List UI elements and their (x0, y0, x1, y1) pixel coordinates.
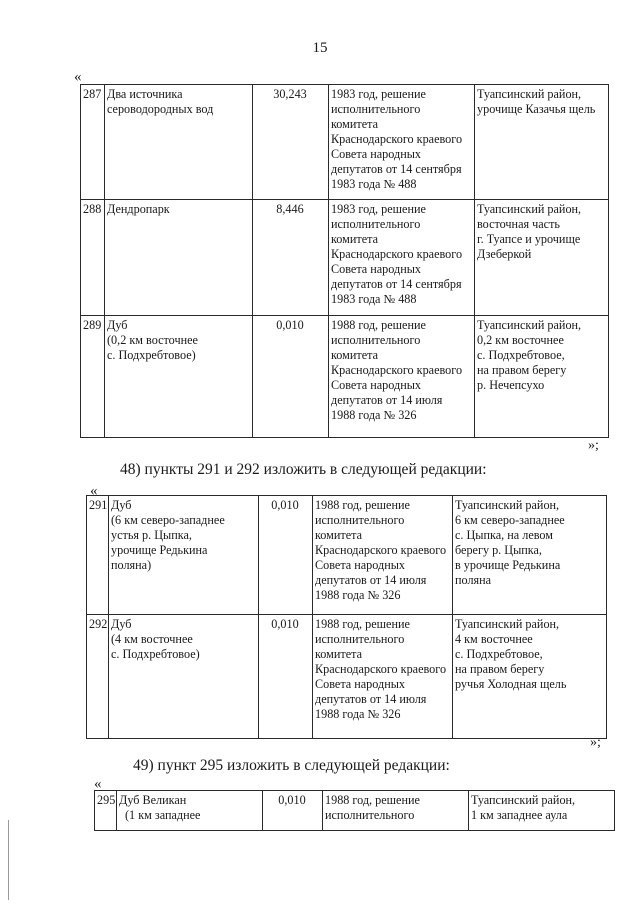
basis-line: Краснодарского краевого (331, 132, 463, 146)
closing-quote: »; (590, 735, 601, 750)
row-number: 292 (87, 615, 109, 739)
location-line: 1 км западнее аула (471, 808, 568, 822)
opening-quote: « (74, 69, 82, 85)
site-name-cell (117, 791, 263, 831)
row-number: 295 (95, 791, 117, 831)
site-name-line: устья р. Цыпка, (111, 528, 192, 542)
basis-line: Совета народных (315, 677, 406, 691)
basis-line: 1988 год, решение (315, 617, 410, 631)
site-name-line: (1 км западнее (125, 808, 201, 822)
site-name-line: Дендропарк (107, 202, 170, 216)
table-row (81, 85, 609, 200)
area-cell: 0,010 (259, 496, 313, 615)
protected-sites-table (80, 84, 609, 438)
table-row (81, 316, 609, 438)
site-name-cell (109, 615, 259, 739)
basis-line: Краснодарского краевого (331, 363, 463, 377)
area-cell: 0,010 (253, 316, 329, 438)
basis-cell (323, 791, 469, 831)
protected-sites-table (94, 790, 615, 831)
basis-line: депутатов от 14 июля (315, 692, 427, 706)
basis-line: исполнительного (331, 333, 421, 347)
location-line: 6 км северо-западнее (455, 513, 565, 527)
basis-line: 1988 год, решение (325, 793, 420, 807)
table-row (87, 615, 607, 739)
amendment-48-heading: 48) пункты 291 и 292 изложить в следующей редакции: (120, 461, 487, 478)
basis-cell (329, 200, 475, 316)
basis-line: депутатов от 14 сентября (331, 162, 462, 176)
location-line: берегу р. Цыпка, (455, 543, 542, 557)
table-row (87, 496, 607, 615)
site-name-cell (109, 496, 259, 615)
location-line: Туапсинский район, (471, 793, 576, 807)
location-line: на правом берегу (477, 363, 567, 377)
site-name-line: сероводородных вод (107, 102, 214, 116)
basis-line: 1988 год, решение (331, 318, 426, 332)
basis-line: комитета (331, 117, 379, 131)
table-row (81, 200, 609, 316)
row-number: 287 (81, 85, 105, 200)
basis-line: исполнительного (315, 632, 405, 646)
row-number: 291 (87, 496, 109, 615)
site-name-line: Дуб (111, 617, 132, 631)
area-cell: 8,446 (253, 200, 329, 316)
basis-line: Совета народных (315, 558, 406, 572)
basis-line: 1983 года № 488 (331, 177, 417, 191)
site-name-line: Дуб (111, 498, 132, 512)
location-line: поляна (455, 573, 492, 587)
site-name-line: урочище Редькина (111, 543, 208, 557)
basis-line: депутатов от 14 июля (331, 393, 443, 407)
site-name-line: поляна) (111, 558, 152, 572)
location-line: на правом берегу (455, 662, 545, 676)
basis-line: комитета (331, 348, 379, 362)
location-line: в урочище Редькина (455, 558, 561, 572)
protected-sites-table (86, 495, 607, 739)
site-name-cell (105, 200, 253, 316)
basis-line: 1988 года № 326 (315, 588, 401, 602)
scan-margin-line (8, 820, 9, 900)
opening-quote: « (90, 483, 98, 499)
basis-line: комитета (315, 647, 363, 661)
location-line: 4 км восточнее (455, 632, 533, 646)
location-line: Туапсинский район, (477, 318, 582, 332)
basis-line: 1988 года № 326 (315, 707, 401, 721)
basis-line: 1983 год, решение (331, 87, 426, 101)
basis-line: Совета народных (331, 262, 422, 276)
site-name-line: Дуб (107, 318, 128, 332)
basis-cell (329, 85, 475, 200)
basis-line: Совета народных (331, 378, 422, 392)
location-line: восточная часть (477, 217, 560, 231)
site-name-line: Дуб Великан (119, 793, 187, 807)
site-name-line: (0,2 км восточнее (107, 333, 198, 347)
location-cell (469, 791, 615, 831)
location-line: 0,2 км восточнее (477, 333, 564, 347)
basis-line: 1988 год, решение (315, 498, 410, 512)
location-line: урочище Казачья щель (477, 102, 596, 116)
opening-quote: « (94, 776, 102, 792)
basis-line: 1988 года № 326 (331, 408, 417, 422)
location-line: с. Подхребтовое, (455, 647, 543, 661)
location-line: г. Туапсе и урочище (477, 232, 581, 246)
area-cell: 0,010 (263, 791, 323, 831)
basis-line: 1983 год, решение (331, 202, 426, 216)
location-line: Туапсинский район, (477, 87, 582, 101)
location-line: р. Нечепсухо (477, 378, 545, 392)
basis-line: Краснодарского краевого (331, 247, 463, 261)
closing-quote: »; (588, 438, 599, 453)
location-line: Туапсинский район, (455, 498, 560, 512)
amendment-49-heading: 49) пункт 295 изложить в следующей редакции: (133, 757, 450, 774)
basis-cell (313, 615, 453, 739)
basis-line: 1983 года № 488 (331, 292, 417, 306)
site-name-line: с. Подхребтовое) (107, 348, 196, 362)
location-line: с. Подхребтовое, (477, 348, 565, 362)
site-name-line: (4 км восточнее (111, 632, 193, 646)
basis-line: Совета народных (331, 147, 422, 161)
location-line: ручья Холодная щель (455, 677, 567, 691)
site-name-cell (105, 316, 253, 438)
location-cell (453, 496, 607, 615)
basis-line: комитета (331, 232, 379, 246)
basis-line: Краснодарского краевого (315, 662, 447, 676)
basis-line: исполнительного (325, 808, 415, 822)
area-cell: 0,010 (259, 615, 313, 739)
table-row (95, 791, 615, 831)
basis-line: депутатов от 14 сентября (331, 277, 462, 291)
basis-line: комитета (315, 528, 363, 542)
site-name-cell (105, 85, 253, 200)
site-name-line: с. Подхребтовое) (111, 647, 200, 661)
row-number: 289 (81, 316, 105, 438)
basis-line: исполнительного (315, 513, 405, 527)
area-cell: 30,243 (253, 85, 329, 200)
basis-line: исполнительного (331, 217, 421, 231)
location-line: Туапсинский район, (455, 617, 560, 631)
location-cell (475, 200, 609, 316)
basis-line: Краснодарского краевого (315, 543, 447, 557)
location-line: Дзеберкой (477, 247, 532, 261)
basis-line: исполнительного (331, 102, 421, 116)
site-name-line: Два источника (107, 87, 183, 101)
site-name-line: (6 км северо-западнее (111, 513, 225, 527)
location-line: с. Цыпка, на левом (455, 528, 553, 542)
basis-cell (329, 316, 475, 438)
location-cell (475, 85, 609, 200)
location-line: Туапсинский район, (477, 202, 582, 216)
basis-line: депутатов от 14 июля (315, 573, 427, 587)
page-number: 15 (312, 40, 328, 56)
location-cell (475, 316, 609, 438)
location-cell (453, 615, 607, 739)
basis-cell (313, 496, 453, 615)
row-number: 288 (81, 200, 105, 316)
